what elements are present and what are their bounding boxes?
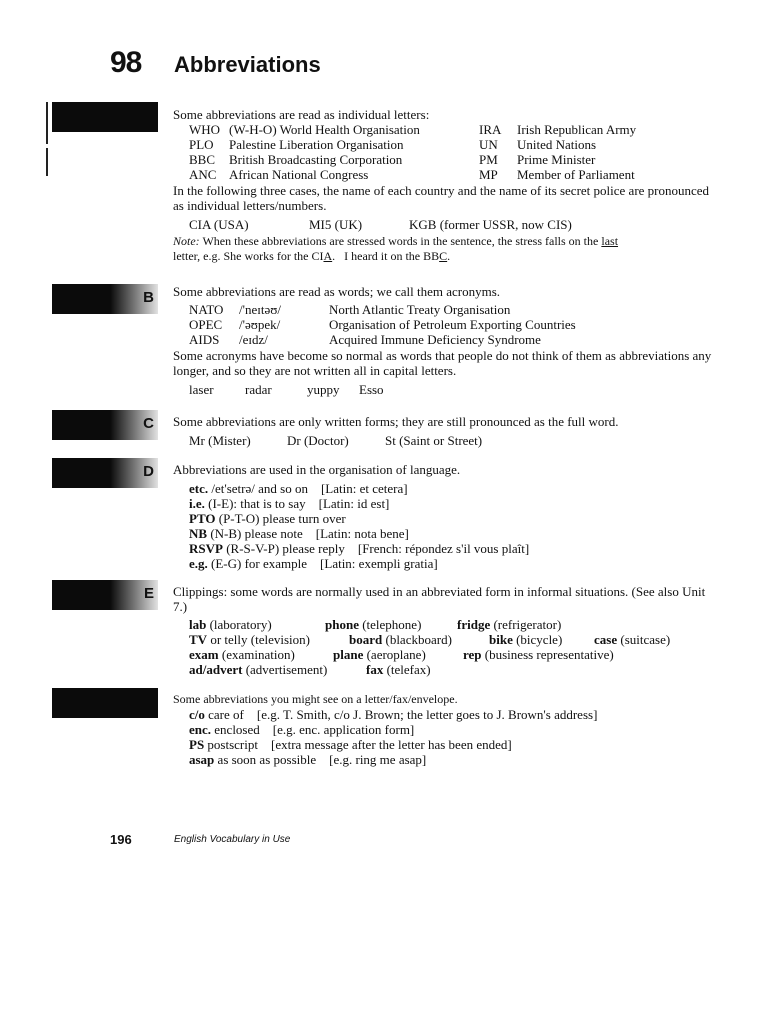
list-item: Mr (Mister) (189, 433, 251, 448)
list-item: MI5 (UK) (309, 217, 363, 232)
word-list (173, 382, 713, 397)
example: [extra message after the letter has been ended] (270, 737, 512, 752)
list-item (189, 541, 713, 556)
example: [e.g. ring me asap] (329, 752, 427, 767)
section-letter-c: C (143, 415, 154, 432)
list-item: Dr (Doctor) (287, 433, 349, 448)
section-a-intro: Some abbreviations are read as individual letters: (173, 107, 430, 122)
list-item: KGB (former USSR, now CIS) (409, 217, 572, 232)
abbr: WHO (189, 122, 221, 137)
abbr: i.e. (189, 496, 205, 511)
note-example-1: letter, e.g. She works for the CI (173, 249, 324, 263)
section-tab-e (52, 580, 158, 610)
list-item: radar (245, 382, 272, 397)
example: [e.g. T. Smith, c/o J. Brown; the letter goes to J. Brown's address] (256, 707, 598, 722)
clipping: fax (telefax) (366, 662, 431, 677)
list-item: yuppy (307, 382, 340, 397)
page-number: 196 (110, 832, 132, 847)
clipping: fridge (refrigerator) (457, 617, 562, 632)
section-tab-a (52, 102, 158, 132)
list-item: CIA (USA) (189, 217, 249, 232)
section-letter-d: D (143, 463, 154, 480)
meaning: as soon as possible (217, 752, 317, 767)
table-row (189, 647, 713, 662)
table-row (189, 122, 713, 137)
police-row (173, 217, 713, 232)
list-item (189, 526, 713, 541)
meaning: Prime Minister (517, 152, 596, 167)
section-f (173, 692, 713, 767)
abbr: asap (189, 752, 215, 767)
list-item (189, 511, 713, 526)
table-row (189, 137, 713, 152)
meaning: enclosed (214, 722, 260, 737)
stressed-letter: A (323, 249, 333, 263)
section-f-intro: Some abbreviations you might see on a letter/fax/envelope. (173, 692, 458, 706)
abbr: BBC (189, 152, 216, 167)
section-tab-c (52, 410, 158, 440)
note-example-2: I heard it on the BB (344, 249, 440, 263)
meaning: Irish Republican Army (517, 122, 637, 137)
section-c-intro: Some abbreviations are only written forms; they are still pronounced as the full word. (173, 414, 619, 429)
clipping: case (suitcase) (594, 632, 671, 647)
acronym: OPEC (189, 317, 223, 332)
section-d (173, 462, 713, 571)
meaning: (W-H-O) World Health Organisation (229, 122, 420, 137)
acronym: AIDS (189, 332, 220, 347)
meaning: Member of Parliament (517, 167, 635, 182)
abbr: enc. (189, 722, 212, 737)
abbr: IRA (479, 122, 502, 137)
table-row (189, 317, 713, 332)
pronunciation: /'əʊpek/ (239, 317, 281, 332)
table-row (189, 662, 713, 677)
clipping: exam (examination) (189, 647, 295, 662)
section-letter-e: E (143, 585, 154, 602)
clipping: ad/advert (advertisement) (189, 662, 328, 677)
clipping: board (blackboard) (349, 632, 452, 647)
clipping: TV or telly (television) (189, 632, 310, 647)
table-row (189, 632, 713, 647)
meaning: Palestine Liberation Organisation (229, 137, 404, 152)
list-item (189, 556, 713, 571)
written-forms-list (173, 433, 713, 448)
abbr: ANC (189, 167, 217, 182)
table-row (189, 302, 713, 317)
acronym: NATO (189, 302, 224, 317)
section-e (173, 584, 713, 677)
note-body: When these abbreviations are stressed words in the sentence, the stress falls on the (202, 234, 599, 248)
clippings-table (173, 617, 713, 677)
meaning: (N-B) please note (210, 526, 303, 541)
note-label: Note: (173, 234, 200, 248)
stressed-letter: C (439, 249, 448, 263)
pronunciation: /'neɪtəʊ/ (239, 302, 281, 317)
abbr: PM (479, 152, 498, 167)
abbr: PLO (189, 137, 214, 152)
meaning: Organisation of Petroleum Exporting Countries (329, 317, 576, 332)
pronunciation: /eɪdz/ (239, 332, 268, 347)
abbr: e.g. (189, 556, 208, 571)
section-d-intro: Abbreviations are used in the organisation of language. (173, 462, 461, 477)
origin: [Latin: nota bene] (315, 526, 409, 541)
abbr: RSVP (189, 541, 223, 556)
section-a (173, 107, 713, 264)
list-item (189, 481, 713, 496)
meaning: /et'setrə/ and so on (211, 481, 308, 496)
section-tab-f (52, 688, 158, 718)
language-abbr-list (173, 481, 713, 571)
abbr: NB (189, 526, 208, 541)
abbr: PS (189, 737, 205, 752)
clipping: lab (laboratory) (189, 617, 272, 632)
clipping: rep (business representative) (463, 647, 614, 662)
letter-abbr-list (173, 707, 713, 767)
example: [e.g. enc. application form] (272, 722, 415, 737)
abbr: PTO (189, 511, 216, 526)
list-item (189, 722, 713, 737)
book-title: English Vocabulary in Use (174, 834, 291, 845)
clipping: bike (bicycle) (489, 632, 563, 647)
meaning: African National Congress (229, 167, 369, 182)
abbr: c/o (189, 707, 205, 722)
origin: [Latin: id est] (318, 496, 390, 511)
cases-text: In the following three cases, the name of each country and the name of its secret police are pronounced as individual letters/numbers. (173, 183, 710, 213)
list-item (189, 707, 713, 722)
meaning: (R-S-V-P) please reply (226, 541, 345, 556)
note-text (173, 234, 713, 249)
list-item (189, 737, 713, 752)
note-example: letter, e.g. She works for the CIA. I heard it on the BBC. (173, 249, 451, 263)
clipping: phone (telephone) (325, 617, 422, 632)
table-row (189, 167, 713, 182)
section-letter-b: B (143, 289, 154, 306)
margin-rule (46, 148, 48, 176)
section-tab-d (52, 458, 158, 488)
unit-title: Abbreviations (174, 52, 321, 77)
abbr: etc. (189, 481, 209, 496)
meaning: postscript (207, 737, 258, 752)
list-item: St (Saint or Street) (385, 433, 483, 448)
origin: [French: répondez s'il vous plaît] (357, 541, 530, 556)
table-row (189, 152, 713, 167)
meaning: (E-G) for example (211, 556, 308, 571)
section-c (173, 414, 713, 448)
section-b-intro: Some abbreviations are read as words; we call them acronyms. (173, 284, 501, 299)
meaning: care of (208, 707, 244, 722)
period: . (447, 249, 451, 263)
list-item (189, 752, 713, 767)
meaning: (I-E): that is to say (208, 496, 306, 511)
list-item: Esso (359, 382, 384, 397)
table-row (189, 332, 713, 347)
margin-rule (46, 102, 48, 144)
table-row (189, 617, 713, 632)
unit-number: 98 (110, 46, 142, 79)
acronyms-table (173, 302, 713, 347)
meaning: United Nations (517, 137, 597, 152)
section-tab-b (52, 284, 158, 314)
letters-table (173, 122, 713, 182)
note-stress-word: last (601, 234, 619, 248)
meaning: (P-T-O) please turn over (218, 511, 346, 526)
clipping: plane (aeroplane) (333, 647, 426, 662)
acronyms-cont: Some acronyms have become so normal as words that people do not think of them as abbreviations any longer, and so they are not written all in capital letters. (173, 348, 712, 378)
abbr: MP (479, 167, 498, 182)
section-b (173, 284, 713, 397)
section-e-intro: Clippings: some words are normally used in an abbreviated form in informal situations. (See also Unit 7.) (173, 584, 706, 614)
meaning: Acquired Immune Deficiency Syndrome (329, 332, 541, 347)
abbr: UN (479, 137, 498, 152)
origin: [Latin: et cetera] (320, 481, 408, 496)
meaning: British Broadcasting Corporation (229, 152, 403, 167)
meaning: North Atlantic Treaty Organisation (329, 302, 511, 317)
origin: [Latin: exempli gratia] (320, 556, 438, 571)
list-item: laser (189, 382, 214, 397)
list-item (189, 496, 713, 511)
